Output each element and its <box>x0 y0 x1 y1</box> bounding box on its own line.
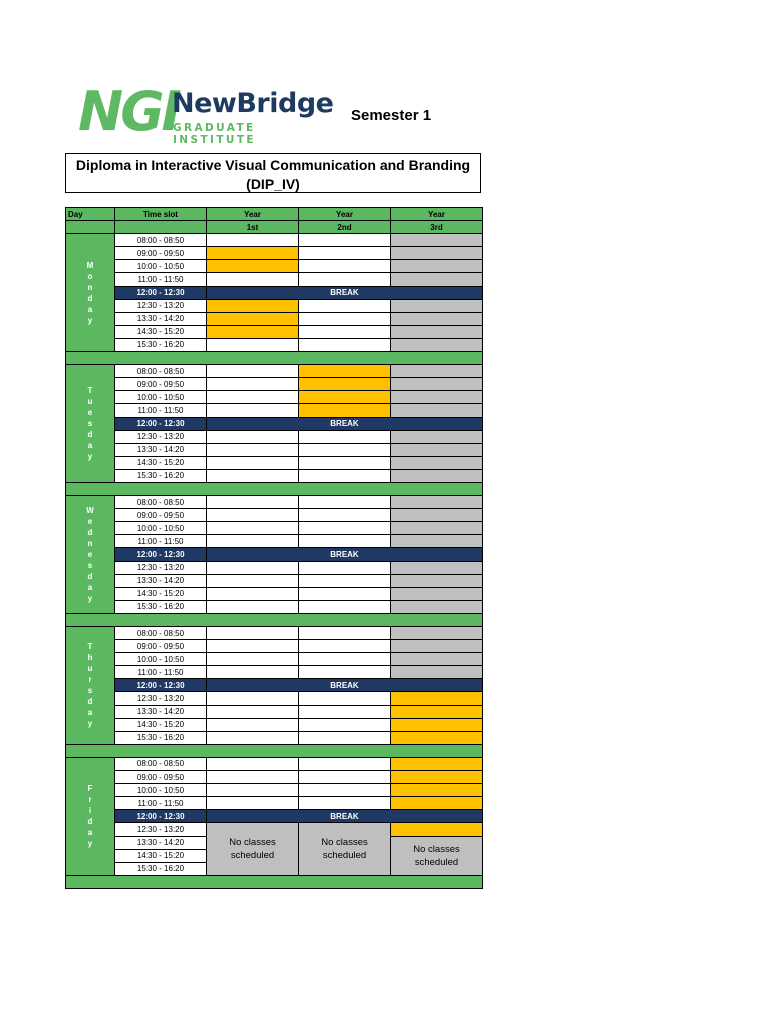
day-letter: o <box>87 271 93 281</box>
slot-cell-year1 <box>207 338 299 351</box>
slot-cell-year1 <box>207 325 299 338</box>
slot-cell-year1 <box>207 627 299 640</box>
slot-cell-year1 <box>207 273 299 286</box>
time-slot: 13:30 - 14:20 <box>115 312 207 325</box>
time-slot: 10:00 - 10:50 <box>115 784 207 797</box>
slot-cell-year1 <box>207 587 299 600</box>
separator-cell <box>66 482 483 495</box>
slot-cell-year1 <box>207 600 299 613</box>
day-letter: d <box>87 430 93 440</box>
slot-cell-year3 <box>391 757 483 770</box>
day-letter: h <box>87 653 93 663</box>
time-slot: 15:30 - 16:20 <box>115 731 207 744</box>
slot-cell-year1 <box>207 784 299 797</box>
slot-cell-year1 <box>207 757 299 770</box>
slot-cell-year1 <box>207 299 299 312</box>
slot-cell-year2 <box>299 797 391 810</box>
day-letter: s <box>87 686 93 696</box>
day-letter: y <box>87 315 93 325</box>
slot-cell-year3 <box>391 247 483 260</box>
day-separator <box>66 744 483 757</box>
separator-cell <box>66 352 483 365</box>
day-label-wednesday <box>66 496 115 614</box>
day-letter: a <box>87 582 93 592</box>
day-letter: F <box>87 784 93 794</box>
slot-cell-year3 <box>391 705 483 718</box>
no-classes-year2: No classes scheduled <box>299 823 391 875</box>
time-slot: 11:00 - 11:50 <box>115 273 207 286</box>
slot-cell-year2 <box>299 365 391 378</box>
header-row <box>66 208 483 221</box>
subheader-blank <box>66 221 115 234</box>
day-letter: n <box>87 538 93 548</box>
slot-cell-year3 <box>391 391 483 404</box>
time-slot: 14:30 - 15:20 <box>115 587 207 600</box>
slot-cell-year2 <box>299 574 391 587</box>
col-time-header: Time slot <box>115 208 207 221</box>
program-title-line1: Diploma in Interactive Visual Communication and Branding <box>75 157 471 173</box>
time-slot: 09:00 - 09:50 <box>115 640 207 653</box>
slot-cell-year1 <box>207 653 299 666</box>
time-slot: 10:00 - 10:50 <box>115 653 207 666</box>
day-letter: T <box>87 642 93 652</box>
table-row <box>66 273 483 286</box>
table-row <box>66 600 483 613</box>
slot-cell-year1 <box>207 365 299 378</box>
slot-cell-year3 <box>391 469 483 482</box>
slot-cell-year3 <box>391 653 483 666</box>
time-slot: 11:00 - 11:50 <box>115 666 207 679</box>
break-cell: BREAK <box>207 286 483 299</box>
slot-cell-year3 <box>391 234 483 247</box>
slot-cell-year2 <box>299 535 391 548</box>
day-separator <box>66 352 483 365</box>
break-cell: BREAK <box>207 679 483 692</box>
day-letter: s <box>87 419 93 429</box>
table-row <box>66 757 483 770</box>
slot-cell-year2 <box>299 469 391 482</box>
slot-cell-year2 <box>299 666 391 679</box>
time-slot: 13:30 - 14:20 <box>115 443 207 456</box>
day-letter: s <box>87 560 93 570</box>
time-slot: 08:00 - 08:50 <box>115 496 207 509</box>
table-row <box>66 299 483 312</box>
slot-cell-year3 <box>391 299 483 312</box>
slot-cell-year3 <box>391 771 483 784</box>
table-row <box>66 731 483 744</box>
table-row <box>66 247 483 260</box>
break-cell: BREAK <box>207 548 483 561</box>
day-letter: d <box>87 527 93 537</box>
subheader-row <box>66 221 483 234</box>
day-letter: u <box>87 397 93 407</box>
day-letter: d <box>87 817 93 827</box>
table-row <box>66 456 483 469</box>
slot-cell-year2 <box>299 391 391 404</box>
slot-cell-year1 <box>207 234 299 247</box>
slot-cell-year3 <box>391 600 483 613</box>
slot-cell-year2 <box>299 653 391 666</box>
slot-cell-year3 <box>391 692 483 705</box>
slot-cell-year2 <box>299 692 391 705</box>
slot-cell-year1 <box>207 378 299 391</box>
slot-cell-year3 <box>391 718 483 731</box>
slot-cell-year2 <box>299 771 391 784</box>
table-row <box>66 627 483 640</box>
table-row <box>66 653 483 666</box>
slot-cell-year3 <box>391 640 483 653</box>
day-label-friday <box>66 757 115 875</box>
slot-cell-year2 <box>299 561 391 574</box>
time-slot: 11:00 - 11:50 <box>115 404 207 417</box>
slot-cell-year1 <box>207 260 299 273</box>
table-row <box>66 234 483 247</box>
slot-cell-year2 <box>299 260 391 273</box>
table-row <box>66 784 483 797</box>
logo-mark: NGI <box>78 80 179 143</box>
slot-cell-year3 <box>391 443 483 456</box>
break-time: 12:00 - 12:30 <box>115 417 207 430</box>
slot-cell-year3 <box>391 456 483 469</box>
slot-cell-year1 <box>207 496 299 509</box>
slot-cell-year2 <box>299 430 391 443</box>
program-title <box>65 153 481 193</box>
slot-cell-year3 <box>391 365 483 378</box>
slot-cell-year1 <box>207 522 299 535</box>
slot-cell-year3 <box>391 587 483 600</box>
slot-cell-year2 <box>299 247 391 260</box>
slot-cell-year2 <box>299 456 391 469</box>
slot-cell-year1 <box>207 797 299 810</box>
table-row <box>66 679 483 692</box>
day-letter: e <box>87 516 93 526</box>
time-slot: 11:00 - 11:50 <box>115 797 207 810</box>
table-row <box>66 496 483 509</box>
break-time: 12:00 - 12:30 <box>115 810 207 823</box>
time-slot: 13:30 - 14:20 <box>115 836 207 849</box>
slot-cell-year1 <box>207 469 299 482</box>
day-letter: y <box>87 452 93 462</box>
slot-cell-year1 <box>207 574 299 587</box>
time-slot: 08:00 - 08:50 <box>115 627 207 640</box>
table-row <box>66 535 483 548</box>
table-row <box>66 286 483 299</box>
day-letter: d <box>87 697 93 707</box>
day-letter: n <box>87 282 93 292</box>
slot-cell-year1 <box>207 509 299 522</box>
day-letter: y <box>87 719 93 729</box>
slot-cell-year1 <box>207 535 299 548</box>
table-row <box>66 338 483 351</box>
day-letter: a <box>87 708 93 718</box>
slot-cell-year3 <box>391 666 483 679</box>
slot-cell-year1 <box>207 430 299 443</box>
time-slot: 08:00 - 08:50 <box>115 365 207 378</box>
table-row <box>66 666 483 679</box>
table-row <box>66 404 483 417</box>
day-letter: y <box>87 593 93 603</box>
time-slot: 12:30 - 13:20 <box>115 299 207 312</box>
day-letter: e <box>87 549 93 559</box>
table-row <box>66 705 483 718</box>
break-time: 12:00 - 12:30 <box>115 286 207 299</box>
slot-cell-year2 <box>299 600 391 613</box>
year1-label: 1st <box>207 221 299 234</box>
time-slot: 11:00 - 11:50 <box>115 535 207 548</box>
table-row <box>66 365 483 378</box>
time-slot: 10:00 - 10:50 <box>115 391 207 404</box>
table-row <box>66 810 483 823</box>
logo-name: NewBridge <box>172 88 334 119</box>
time-slot: 14:30 - 15:20 <box>115 456 207 469</box>
slot-cell-year2 <box>299 587 391 600</box>
time-slot: 15:30 - 16:20 <box>115 600 207 613</box>
slot-cell-year1 <box>207 561 299 574</box>
time-slot: 13:30 - 14:20 <box>115 574 207 587</box>
slot-cell-year1 <box>207 692 299 705</box>
table-row <box>66 260 483 273</box>
slot-cell-year2 <box>299 705 391 718</box>
slot-cell-year3 <box>391 496 483 509</box>
time-slot: 14:30 - 15:20 <box>115 849 207 862</box>
subheader-blank <box>115 221 207 234</box>
table-row <box>66 391 483 404</box>
slot-cell-year2 <box>299 627 391 640</box>
slot-cell-year3 <box>391 522 483 535</box>
break-cell: BREAK <box>207 417 483 430</box>
slot-cell-year1 <box>207 771 299 784</box>
institute-logo <box>78 80 334 146</box>
table-row <box>66 561 483 574</box>
slot-cell-year3 <box>391 509 483 522</box>
time-slot: 13:30 - 14:20 <box>115 705 207 718</box>
slot-cell-year2 <box>299 273 391 286</box>
table-row <box>66 469 483 482</box>
slot-cell-year3 <box>391 430 483 443</box>
table-row <box>66 312 483 325</box>
slot-cell-year2 <box>299 784 391 797</box>
slot-cell-year3 <box>391 784 483 797</box>
logo-subtitle: GRADUATE INSTITUTE <box>173 122 256 146</box>
day-label-monday <box>66 234 115 352</box>
time-slot: 14:30 - 15:20 <box>115 718 207 731</box>
table-row <box>66 771 483 784</box>
slot-cell-year1 <box>207 731 299 744</box>
slot-cell-year3 <box>391 312 483 325</box>
break-time: 12:00 - 12:30 <box>115 679 207 692</box>
slot-cell-year1 <box>207 718 299 731</box>
year3-label: 3rd <box>391 221 483 234</box>
day-letter: M <box>86 260 94 270</box>
separator-cell <box>66 613 483 626</box>
day-letter: d <box>87 293 93 303</box>
day-label-tuesday <box>66 365 115 483</box>
table-row <box>66 548 483 561</box>
day-letter: i <box>88 806 92 816</box>
slot-cell-year2 <box>299 378 391 391</box>
time-slot: 08:00 - 08:50 <box>115 234 207 247</box>
slot-cell-year1 <box>207 391 299 404</box>
slot-cell-year2 <box>299 509 391 522</box>
col-day-header: Day <box>66 208 115 221</box>
day-separator <box>66 482 483 495</box>
slot-cell-year2 <box>299 731 391 744</box>
slot-cell-year1 <box>207 705 299 718</box>
slot-cell-year2 <box>299 757 391 770</box>
slot-cell-year2 <box>299 522 391 535</box>
slot-cell-year3 <box>391 627 483 640</box>
table-row <box>66 587 483 600</box>
time-slot: 14:30 - 15:20 <box>115 325 207 338</box>
time-slot: 12:30 - 13:20 <box>115 692 207 705</box>
program-title-line2: (DIP_IV) <box>246 176 300 192</box>
day-letter: e <box>87 408 93 418</box>
slot-cell-year2 <box>299 312 391 325</box>
day-letter: d <box>87 571 93 581</box>
slot-cell-year2 <box>299 443 391 456</box>
slot-cell-year3 <box>391 273 483 286</box>
slot-cell-year3 <box>391 378 483 391</box>
table-row <box>66 823 483 836</box>
time-slot: 08:00 - 08:50 <box>115 757 207 770</box>
day-letter: a <box>87 441 93 451</box>
time-slot: 10:00 - 10:50 <box>115 522 207 535</box>
slot-cell-year3 <box>391 731 483 744</box>
table-row <box>66 443 483 456</box>
slot-cell-year1 <box>207 456 299 469</box>
day-letter: a <box>87 828 93 838</box>
slot-cell-year2 <box>299 718 391 731</box>
slot-cell-year1 <box>207 640 299 653</box>
time-slot: 15:30 - 16:20 <box>115 469 207 482</box>
slot-cell-year1 <box>207 404 299 417</box>
slot-cell-year3 <box>391 338 483 351</box>
day-letter: T <box>87 386 93 396</box>
table-row <box>66 797 483 810</box>
slot-cell-year3 <box>391 325 483 338</box>
time-slot: 15:30 - 16:20 <box>115 862 207 875</box>
table-row <box>66 640 483 653</box>
day-letter: a <box>87 304 93 314</box>
day-separator <box>66 875 483 888</box>
slot-cell-year2 <box>299 496 391 509</box>
table-row <box>66 417 483 430</box>
table-row <box>66 718 483 731</box>
slot-cell-year2 <box>299 234 391 247</box>
day-letter: r <box>88 675 92 685</box>
table-row <box>66 430 483 443</box>
no-classes-year1: No classes scheduled <box>207 823 299 875</box>
slot-cell-year1 <box>207 247 299 260</box>
time-slot: 15:30 - 16:20 <box>115 338 207 351</box>
table-row <box>66 509 483 522</box>
slot-cell-year3 <box>391 404 483 417</box>
slot-cell-year2 <box>299 325 391 338</box>
col-year2-header: Year <box>299 208 391 221</box>
semester-label: Semester 1 <box>351 107 432 124</box>
col-year1-header: Year <box>207 208 299 221</box>
time-slot: 12:30 - 13:20 <box>115 823 207 836</box>
slot-cell-year2 <box>299 299 391 312</box>
time-slot: 09:00 - 09:50 <box>115 509 207 522</box>
break-time: 12:00 - 12:30 <box>115 548 207 561</box>
time-slot: 09:00 - 09:50 <box>115 247 207 260</box>
time-slot: 12:30 - 13:20 <box>115 561 207 574</box>
col-year3-header: Year <box>391 208 483 221</box>
slot-cell-year3 <box>391 561 483 574</box>
slot-cell-year1 <box>207 443 299 456</box>
day-letter: u <box>87 664 93 674</box>
table-row <box>66 692 483 705</box>
table-row <box>66 574 483 587</box>
slot-cell-year2 <box>299 640 391 653</box>
year2-label: 2nd <box>299 221 391 234</box>
slot-cell-year2 <box>299 338 391 351</box>
time-slot: 09:00 - 09:50 <box>115 378 207 391</box>
day-letter: r <box>88 795 92 805</box>
slot-cell-year3 <box>391 823 483 836</box>
table-row <box>66 378 483 391</box>
day-separator <box>66 613 483 626</box>
time-slot: 12:30 - 13:20 <box>115 430 207 443</box>
slot-cell-year3 <box>391 574 483 587</box>
time-slot: 10:00 - 10:50 <box>115 260 207 273</box>
day-letter: W <box>86 505 94 515</box>
break-cell: BREAK <box>207 810 483 823</box>
slot-cell-year1 <box>207 312 299 325</box>
no-classes-year3: No classes scheduled <box>391 836 483 875</box>
time-slot: 09:00 - 09:50 <box>115 771 207 784</box>
day-letter: y <box>87 839 93 849</box>
separator-cell <box>66 875 483 888</box>
slot-cell-year3 <box>391 797 483 810</box>
timetable <box>65 207 483 889</box>
slot-cell-year1 <box>207 666 299 679</box>
slot-cell-year3 <box>391 260 483 273</box>
day-label-thursday <box>66 627 115 745</box>
separator-cell <box>66 744 483 757</box>
table-row <box>66 325 483 338</box>
slot-cell-year3 <box>391 535 483 548</box>
slot-cell-year2 <box>299 404 391 417</box>
table-row <box>66 522 483 535</box>
